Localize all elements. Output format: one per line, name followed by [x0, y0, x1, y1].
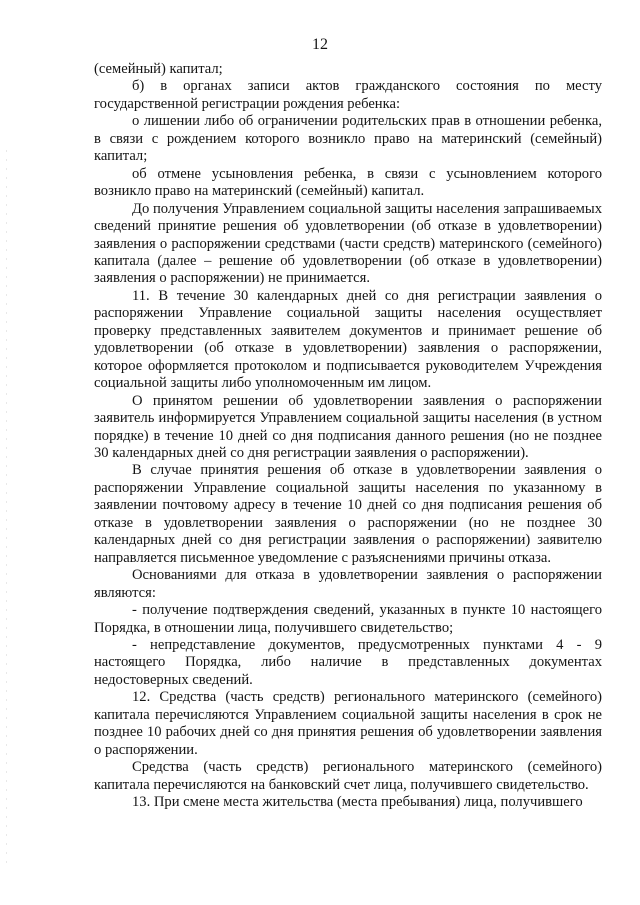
- paragraph-continuation: (семейный) капитал;: [94, 61, 223, 77]
- paragraph-parental-rights: о лишении либо об ограничении родительских прав в отношении ребенка, в связи с рождением которого возникло право на материнский (семейный) капитал;: [94, 113, 602, 165]
- scan-edge-artifact: [6, 150, 7, 870]
- list-item-ground-2: - непредставление документов, предусмотренных пунктами 4 - 9 настоящего Порядка, либо наличие в представленных документах недостоверных сведений.: [94, 636, 602, 688]
- paragraph-adoption-cancel: об отмене усыновления ребенка, в связи с усыновлением которого возникло право на материнский (семейный) капитал.: [94, 165, 602, 200]
- paragraph-item-11: 11. В течение 30 календарных дней со дня регистрации заявления о распоряжении Управление социальной защиты населения осуществляет проверку представленных заявителем документов и принимает решение об удовлетворении (об отказе в удовлетворении) заявления о распоряжении, которое оформляется протоколом и подписывается руководителем Учреждения социальной защиты либо уполномоченным им лицом.: [94, 287, 602, 392]
- paragraph-item-13: 13. При смене места жительства (места пребывания) лица, получившего: [132, 794, 583, 811]
- paragraph-refusal-grounds: Основаниями для отказа в удовлетворении заявления о распоряжении являются:: [94, 567, 602, 601]
- paragraph-refusal-notice: В случае принятия решения об отказе в удовлетворении заявления о распоряжении Управление социальной защиты населения по указанному в заявлении почтовому адресу в течение 10 дней со дня подписания решения об отказе в удовлетворении заявления о распоряжении (но не позднее 30 календарных дней со дня регистрации заявления о распоряжении) заявителю направляется письменное уведомление с разъяснениями причины отказа.: [94, 462, 602, 566]
- page-number: 12: [312, 36, 328, 53]
- paragraph-approval-notice: О принятом решении об удовлетворении заявления о распоряжении заявитель информируется Управлением социальной защиты населения (в устном порядке) в течение 10 дней со дня подписания данного решения (но не позднее 30 календарных дней со дня регистрации заявления о распоряжении).: [94, 392, 602, 461]
- paragraph-civil-registry: б) в органах записи актов гражданского состояния по месту государственной регистрации рождения ребенка:: [94, 78, 602, 112]
- document-body: [94, 61, 602, 811]
- paragraph-pending-info: До получения Управлением социальной защиты населения запрашиваемых сведений принятие решения об удовлетворении (об отказе в удовлетворении) заявления о распоряжении средствами (части средств) материнского (семейного) капитала (далее – решение об удовлетворении (об отказе в удовлетворении) заявления о распоряжении) не принимается.: [94, 200, 602, 287]
- paragraph-bank-transfer: Средства (часть средств) регионального материнского (семейного) капитала перечисляются на банковский счет лица, получившего свидетельство.: [94, 759, 602, 793]
- list-item-ground-1: - получение подтверждения сведений, указанных в пункте 10 настоящего Порядка, в отношении лица, получившего свидетельство;: [94, 602, 602, 636]
- paragraph-item-12: 12. Средства (часть средств) регионального материнского (семейного) капитала перечисляются Управлением социальной защиты населения в срок не позднее 10 рабочих дней со дня принятия решения об удовлетворении заявления о распоряжении.: [94, 689, 602, 758]
